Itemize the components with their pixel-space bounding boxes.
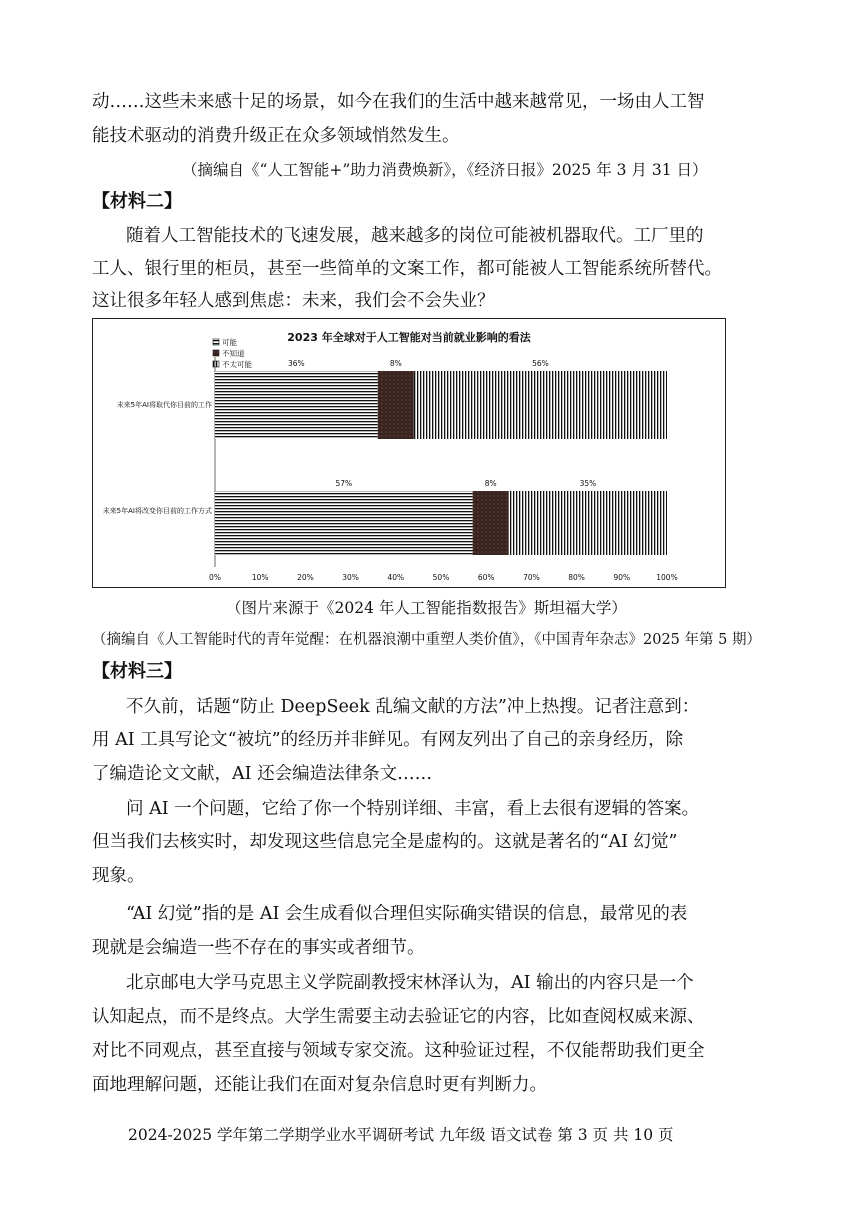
category-label: 未来5年AI将改变你目前的工作方式 — [102, 507, 212, 515]
image-caption: （图片来源于《2024 年人工智能指数报告》斯坦福大学） — [226, 599, 627, 617]
legend-entry: 可能 — [222, 338, 237, 347]
paragraph-line: 了编造论文文献，AI 还会编造法律条文…… — [92, 764, 433, 784]
x-tick-label: 40% — [387, 573, 405, 582]
source-citation: （摘编自《“人工智能+”助力消费焕新》，《经济日报》2025 年 3 月 31 日） — [182, 161, 708, 179]
legend-swatch — [213, 339, 219, 345]
data-label: 8% — [389, 359, 402, 368]
legend-entry: 不太可能 — [222, 360, 252, 369]
bar-segment — [215, 371, 378, 439]
paragraph-line: 随着人工智能技术的飞速发展，越来越多的岗位可能被机器取代。工厂里的 — [126, 226, 704, 246]
x-tick-label: 100% — [656, 573, 678, 582]
paragraph-line: 但当我们去核实时，却发现这些信息完全是虚构的。这就是著名的“AI 幻觉” — [92, 832, 678, 852]
paragraph-line: 不久前，话题“防止 DeepSeek 乱编文献的方法”冲上热搜。记者注意到： — [126, 697, 700, 717]
bar-segment — [473, 491, 509, 555]
chart-canvas — [93, 319, 725, 587]
data-label: 35% — [579, 479, 597, 488]
x-tick-label: 60% — [477, 573, 495, 582]
x-tick-label: 10% — [251, 573, 269, 582]
paragraph-line: “AI 幻觉”指的是 AI 会生成看似合理但实际确实错误的信息，最常见的表 — [126, 904, 688, 924]
source-citation: （摘编自《人工智能时代的青年觉醒：在机器浪潮中重塑人类价值》，《中国青年杂志》2025 年第 5 期） — [92, 632, 761, 648]
bar-segment — [414, 371, 667, 439]
chart-title: 2023 年全球对于人工智能对当前就业影响的看法 — [287, 331, 531, 344]
data-label: 56% — [532, 359, 549, 368]
x-tick-label: 20% — [297, 573, 314, 582]
x-tick-label: 90% — [613, 573, 631, 582]
data-label: 36% — [288, 359, 305, 368]
bar-segment — [378, 371, 414, 439]
category-label: 未来5年AI将取代你目前的工作 — [116, 401, 212, 409]
section-heading: 【材料三】 — [92, 661, 182, 682]
page-footer: 2024-2025 学年第二学期学业水平调研考试 九年级 语文试卷 第 3 页 共 10 页 — [128, 1126, 674, 1144]
legend-entry: 不知道 — [222, 349, 245, 358]
paragraph-line: 用 AI 工具写论文“被坑”的经历并非鲜见。有网友列出了自己的亲身经历，除 — [92, 730, 684, 750]
paragraph-line: 问 AI 一个问题，它给了你一个特别详细、丰富，看上去很有逻辑的答案。 — [126, 799, 700, 819]
paragraph-line: 工人、银行里的柜员，甚至一些简单的文案工作，都可能被人工智能系统所替代。 — [92, 259, 722, 279]
data-label: 57% — [335, 479, 353, 488]
section-heading: 【材料二】 — [92, 191, 182, 212]
paragraph-line: 面地理解问题，还能让我们在面对复杂信息时更有判断力。 — [92, 1075, 547, 1095]
paragraph-line: 对比不同观点，甚至直接与领域专家交流。这种验证过程，不仅能帮助我们更全 — [92, 1041, 705, 1061]
bar-segment — [509, 491, 667, 555]
employment-impact-chart — [92, 318, 726, 588]
x-tick-label: 80% — [568, 573, 585, 582]
paragraph-line: 动……这些未来感十足的场景，如今在我们的生活中越来越常见，一场由人工智 — [92, 92, 705, 112]
paragraph-line: 北京邮电大学马克思主义学院副教授宋林泽认为，AI 输出的内容只是一个 — [126, 973, 694, 993]
x-tick-label: 50% — [432, 573, 450, 582]
data-label: 8% — [484, 479, 497, 488]
x-tick-label: 70% — [523, 573, 540, 582]
paragraph-line: 这让很多年轻人感到焦虑：未来，我们会不会失业？ — [92, 291, 495, 311]
bar-segment — [215, 491, 473, 555]
paragraph-line: 能技术驱动的消费升级正在众多领域悄然发生。 — [92, 126, 460, 146]
paragraph-line: 现象。 — [92, 866, 145, 886]
x-tick-label: 30% — [342, 573, 359, 582]
x-tick-label: 0% — [209, 573, 221, 582]
legend-swatch — [213, 361, 219, 367]
paragraph-line: 现就是会编造一些不存在的事实或者细节。 — [92, 938, 425, 958]
paragraph-line: 认知起点，而不是终点。大学生需要主动去验证它的内容，比如查阅权威来源、 — [92, 1007, 705, 1027]
legend-swatch — [213, 350, 219, 356]
